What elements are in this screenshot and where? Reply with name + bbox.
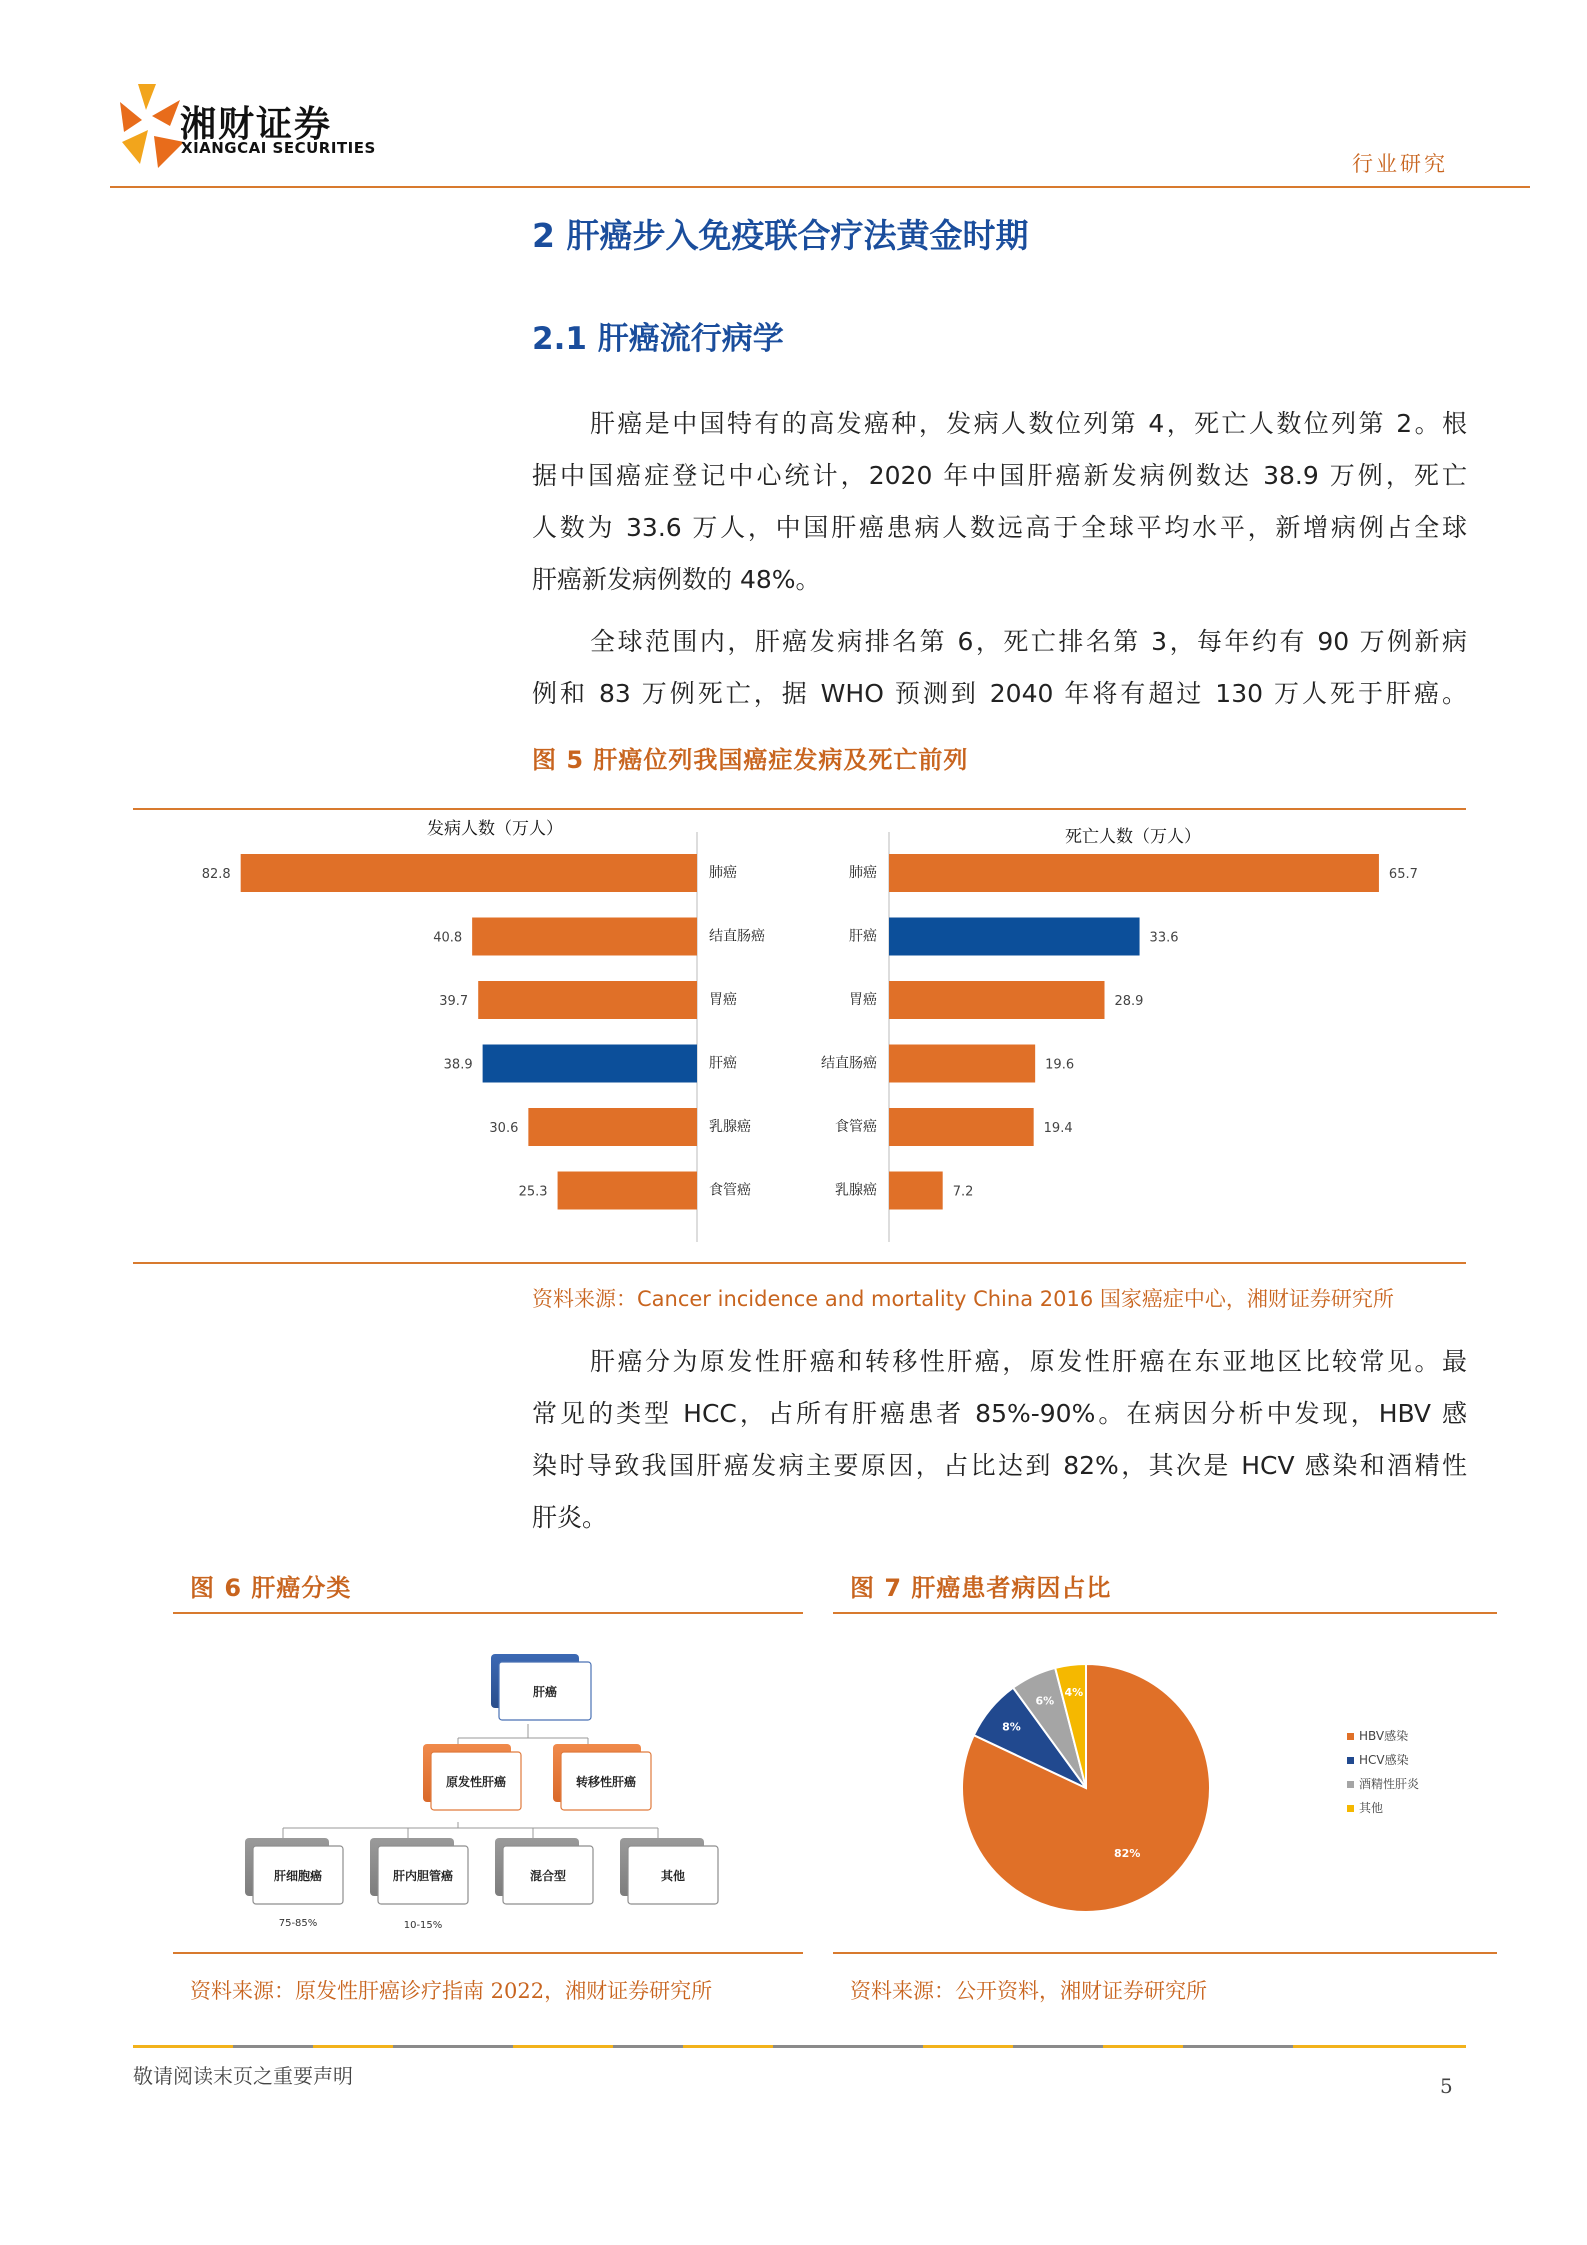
- value-label: 7.2: [952, 1184, 974, 1200]
- chart-title: 发病人数（万人）: [427, 819, 563, 839]
- figure-7-title: 图 7 肝癌患者病因占比: [850, 1574, 1112, 1602]
- legend-swatch: [1347, 1805, 1354, 1812]
- value-label: 65.7: [1388, 867, 1418, 882]
- node-other-label: 其他: [660, 1869, 686, 1883]
- category-label: 乳腺癌: [709, 1119, 751, 1135]
- figure-7-source: 资料来源：公开资料，湘财证券研究所: [850, 1979, 1207, 2003]
- header: [0, 0, 1587, 200]
- figure-7-bottom-rule: [833, 1952, 1497, 1954]
- legend-swatch: [1347, 1733, 1354, 1740]
- node-other: [620, 1838, 718, 1904]
- pie-data-label: 82%: [1114, 1846, 1141, 1860]
- node-root: [491, 1654, 591, 1720]
- bar: [889, 854, 1379, 892]
- figure-7-top-rule: [833, 1612, 1497, 1614]
- node-root-label: 肝癌: [532, 1685, 558, 1699]
- logo-text: 湘财证券: [180, 104, 333, 145]
- paragraph-line: 肝癌是中国特有的高发癌种，发病人数位列第 4，死亡人数位列第 2。根: [590, 409, 1467, 438]
- paragraph-line: 据中国癌症登记中心统计，2020 年中国肝癌新发病例数达 38.9 万例，死亡: [532, 461, 1467, 490]
- node-mixed: [495, 1838, 593, 1904]
- paragraph-line: 全球范围内，肝癌发病排名第 6，死亡排名第 3，每年约有 90 万例新病: [590, 627, 1467, 656]
- figure-5-source: 资料来源：Cancer incidence and mortality China 2016 国家癌症中心，湘财证券研究所: [532, 1287, 1394, 1311]
- bar: [889, 1108, 1034, 1146]
- node-metastatic-label: 转移性肝癌: [575, 1775, 637, 1789]
- category-label: 食管癌: [709, 1182, 751, 1199]
- incidence-bar-chart: [202, 819, 765, 1242]
- paragraph-2: [532, 616, 1467, 720]
- category-label: 结直肠癌: [821, 1055, 877, 1072]
- bar: [889, 1172, 943, 1210]
- node-mixed-label: 混合型: [529, 1869, 567, 1883]
- legend-swatch: [1347, 1757, 1354, 1764]
- node-primary-label: 原发性肝癌: [445, 1775, 507, 1789]
- paragraph-line: 肝癌分为原发性肝癌和转移性肝癌，原发性肝癌在东亚地区比较常见。最: [590, 1347, 1467, 1376]
- paragraph-3: [532, 1336, 1467, 1544]
- value-label: 33.6: [1149, 930, 1179, 946]
- figure-5-top-rule: [133, 808, 1466, 810]
- category-label: 肝癌: [849, 928, 877, 945]
- legend-label: HCV感染: [1359, 1753, 1409, 1767]
- value-label: 39.7: [439, 994, 469, 1009]
- legend-swatch: [1347, 1781, 1354, 1788]
- legend-label: 其他: [1359, 1801, 1384, 1815]
- paragraph-line: 染时导致我国肝癌发病主要原因，占比达到 82%，其次是 HCV 感染和酒精性: [532, 1451, 1467, 1480]
- note-hcc-share: 75-85%: [278, 1918, 318, 1929]
- category-label: 结直肠癌: [709, 928, 765, 945]
- figure-5-charts: [133, 812, 1466, 1252]
- category-label: 胃癌: [709, 992, 737, 1008]
- header-divider: [110, 186, 1530, 188]
- pie-slices: [962, 1664, 1210, 1912]
- pie-data-label: 8%: [1002, 1720, 1021, 1734]
- paragraph-1: [532, 398, 1467, 606]
- paragraph-line: 肝癌新发病例数的 48%。: [532, 565, 821, 594]
- pie-legend: [1347, 1728, 1420, 1815]
- figure-6-bottom-rule: [173, 1952, 803, 1954]
- value-label: 25.3: [518, 1184, 548, 1200]
- value-label: 19.6: [1045, 1057, 1075, 1073]
- page-number: 5: [1440, 2074, 1453, 2098]
- value-label: 19.4: [1043, 1121, 1073, 1136]
- category-label: 肺癌: [849, 865, 877, 881]
- mortality-bar-chart: [821, 827, 1418, 1242]
- bar: [889, 1045, 1035, 1083]
- category-label: 肝癌: [709, 1055, 737, 1072]
- chart-title: 死亡人数（万人）: [1065, 827, 1201, 847]
- figure-6-title: 图 6 肝癌分类: [190, 1574, 352, 1602]
- section-label: 行业研究: [1352, 152, 1448, 176]
- category-label: 乳腺癌: [835, 1182, 877, 1199]
- value-label: 30.6: [489, 1121, 519, 1136]
- bar: [528, 1108, 697, 1146]
- footer-divider: [133, 2043, 1466, 2051]
- node-primary-hcc: [423, 1744, 521, 1810]
- bar: [483, 1045, 697, 1083]
- figure-6-diagram: [173, 1640, 803, 1950]
- bar: [472, 918, 697, 956]
- figure-5-title: 图 5 肝癌位列我国癌症发病及死亡前列: [532, 746, 969, 774]
- node-hcc-cell: [245, 1838, 343, 1904]
- bar: [241, 854, 697, 892]
- figure-6-top-rule: [173, 1612, 803, 1614]
- node-icc: [370, 1838, 468, 1904]
- value-label: 38.9: [443, 1057, 473, 1073]
- paragraph-line: 肝炎。: [532, 1503, 608, 1532]
- footer-disclaimer: 敬请阅读末页之重要声明: [133, 2064, 353, 2088]
- value-label: 40.8: [433, 930, 463, 946]
- figure-5-bottom-rule: [133, 1262, 1466, 1264]
- logo-subtext: XIANGCAI SECURITIES: [181, 139, 376, 157]
- bar: [478, 981, 697, 1019]
- figure-7-pie-chart: [833, 1640, 1497, 1940]
- legend-label: HBV感染: [1359, 1729, 1409, 1743]
- bar: [558, 1172, 697, 1210]
- node-icc-label: 肝内胆管癌: [392, 1869, 454, 1883]
- node-hcc-label: 肝细胞癌: [273, 1869, 323, 1883]
- category-label: 肺癌: [709, 865, 737, 881]
- legend-label: 酒精性肝炎: [1359, 1777, 1420, 1791]
- node-metastatic: [553, 1744, 651, 1810]
- figure-6-source: 资料来源：原发性肝癌诊疗指南 2022，湘财证券研究所: [190, 1979, 713, 2003]
- subsection-heading: 2.1 肝癌流行病学: [532, 321, 784, 357]
- paragraph-line: 常见的类型 HCC，占所有肝癌患者 85%-90%。在病因分析中发现，HBV 感: [532, 1399, 1467, 1428]
- category-label: 胃癌: [849, 992, 877, 1008]
- category-label: 食管癌: [835, 1119, 877, 1135]
- pie-data-label: 6%: [1035, 1694, 1055, 1708]
- note-icc-share: 10-15%: [403, 1920, 443, 1931]
- paragraph-line: 人数为 33.6 万人，中国肝癌患病人数远高于全球平均水平，新增病例占全球: [532, 513, 1467, 542]
- section-heading: 2 肝癌步入免疫联合疗法黄金时期: [532, 216, 1029, 255]
- bar: [889, 981, 1105, 1019]
- paragraph-line: 例和 83 万例死亡，据 WHO 预测到 2040 年将有超过 130 万人死于肝癌。: [532, 679, 1467, 708]
- value-label: 82.8: [201, 867, 231, 882]
- pie-data-label: 4%: [1064, 1686, 1084, 1700]
- value-label: 28.9: [1114, 994, 1144, 1009]
- bar: [889, 918, 1140, 956]
